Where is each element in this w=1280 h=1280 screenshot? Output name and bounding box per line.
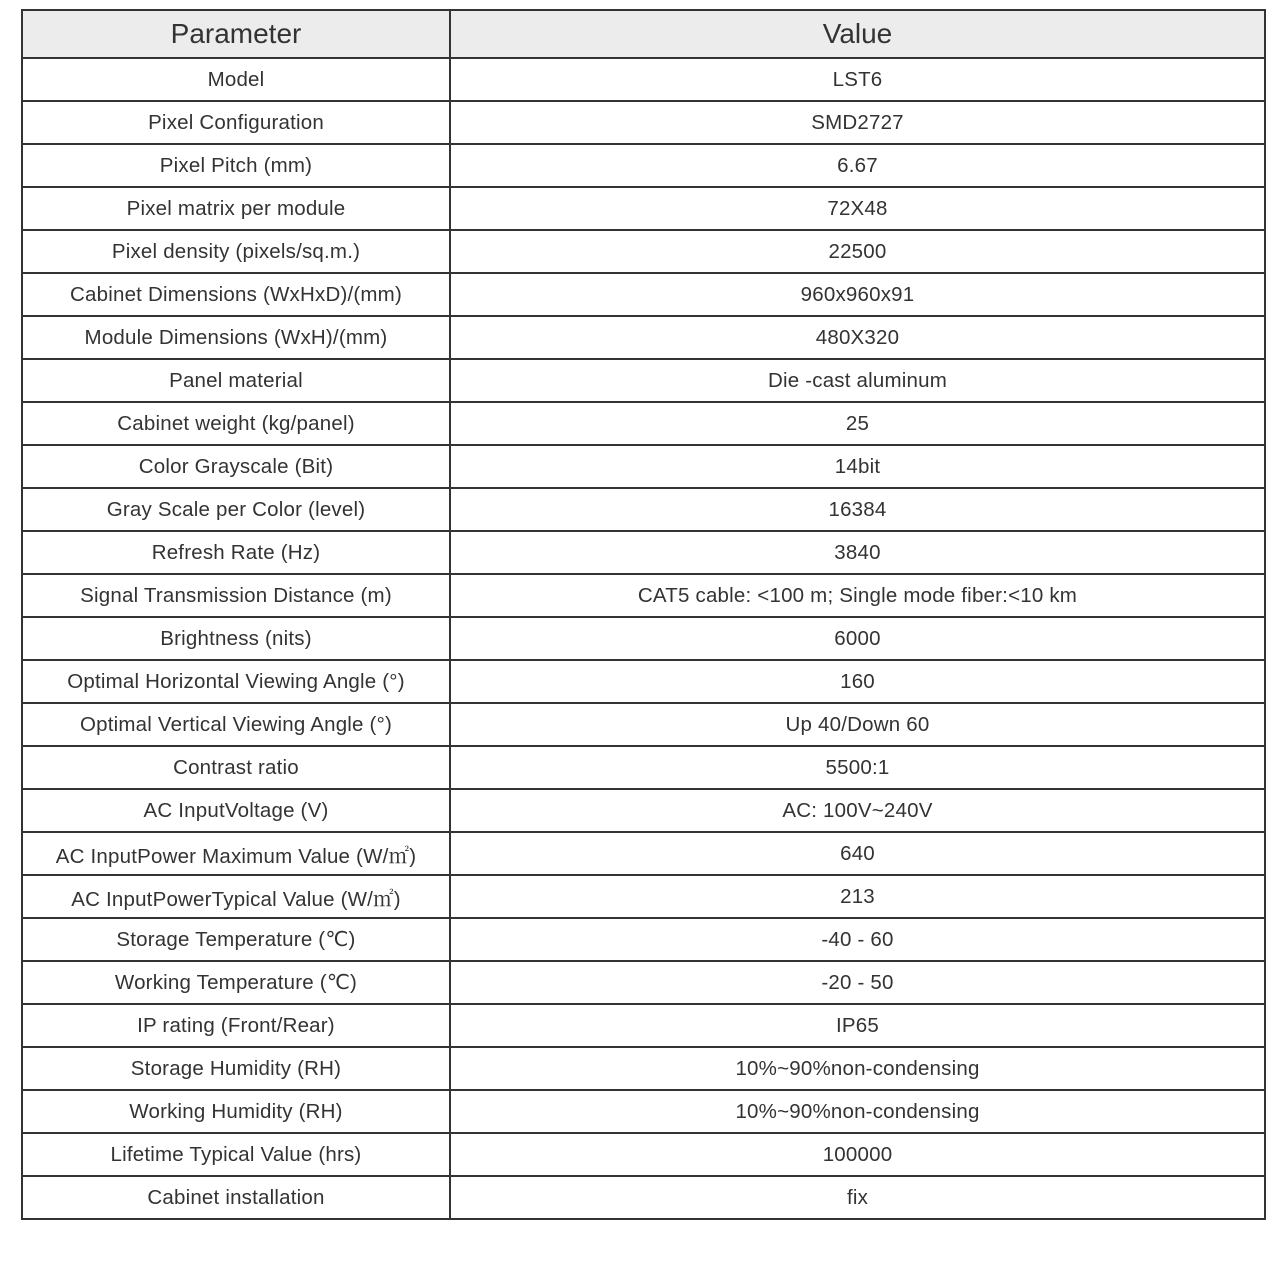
table-row <box>22 402 1265 445</box>
value-cell: 100000 <box>450 1133 1265 1176</box>
spec-table <box>21 9 1266 1220</box>
value-cell: SMD2727 <box>450 101 1265 144</box>
table-row <box>22 574 1265 617</box>
value-cell: Up 40/Down 60 <box>450 703 1265 746</box>
parameter-cell: Model <box>22 58 450 101</box>
value-cell: 16384 <box>450 488 1265 531</box>
parameter-cell: AC InputVoltage (V) <box>22 789 450 832</box>
value-cell: 5500:1 <box>450 746 1265 789</box>
parameter-cell: Brightness (nits) <box>22 617 450 660</box>
table-row <box>22 230 1265 273</box>
table-row <box>22 918 1265 961</box>
table-row <box>22 875 1265 918</box>
table-row <box>22 531 1265 574</box>
value-cell: AC: 100V~240V <box>450 789 1265 832</box>
value-cell: 72X48 <box>450 187 1265 230</box>
parameter-cell: Pixel Configuration <box>22 101 450 144</box>
table-row <box>22 703 1265 746</box>
parameter-cell: Working Temperature (℃) <box>22 961 450 1004</box>
value-cell: 6000 <box>450 617 1265 660</box>
table-header-row <box>22 10 1265 58</box>
value-cell: 14bit <box>450 445 1265 488</box>
value-cell: -40 - 60 <box>450 918 1265 961</box>
table-row <box>22 101 1265 144</box>
value-cell: 640 <box>450 832 1265 875</box>
value-cell: Die -cast aluminum <box>450 359 1265 402</box>
value-cell: 213 <box>450 875 1265 918</box>
table-row <box>22 58 1265 101</box>
value-cell: fix <box>450 1176 1265 1219</box>
value-cell: 6.67 <box>450 144 1265 187</box>
parameter-cell: Cabinet installation <box>22 1176 450 1219</box>
table-row <box>22 617 1265 660</box>
table-row <box>22 832 1265 875</box>
parameter-cell: AC InputPower Maximum Value (W/㎡) <box>22 832 450 875</box>
parameter-cell: Signal Transmission Distance (m) <box>22 574 450 617</box>
value-cell: 22500 <box>450 230 1265 273</box>
parameter-cell: Pixel matrix per module <box>22 187 450 230</box>
table-row <box>22 359 1265 402</box>
column-header-value: Value <box>450 10 1265 58</box>
value-cell: LST6 <box>450 58 1265 101</box>
table-row <box>22 273 1265 316</box>
parameter-cell: Color Grayscale (Bit) <box>22 445 450 488</box>
table-row <box>22 488 1265 531</box>
table-row <box>22 1047 1265 1090</box>
value-cell: 480X320 <box>450 316 1265 359</box>
parameter-cell: AC InputPowerTypical Value (W/㎡) <box>22 875 450 918</box>
value-cell: 960x960x91 <box>450 273 1265 316</box>
table-row <box>22 1176 1265 1219</box>
parameter-cell: IP rating (Front/Rear) <box>22 1004 450 1047</box>
parameter-cell: Contrast ratio <box>22 746 450 789</box>
parameter-cell: Optimal Horizontal Viewing Angle (°) <box>22 660 450 703</box>
parameter-cell: Gray Scale per Color (level) <box>22 488 450 531</box>
parameter-cell: Refresh Rate (Hz) <box>22 531 450 574</box>
value-cell: IP65 <box>450 1004 1265 1047</box>
table-row <box>22 961 1265 1004</box>
table-row <box>22 1133 1265 1176</box>
parameter-cell: Module Dimensions (WxH)/(mm) <box>22 316 450 359</box>
value-cell: 3840 <box>450 531 1265 574</box>
value-cell: CAT5 cable: <100 m; Single mode fiber:<10 km <box>450 574 1265 617</box>
table-body <box>22 58 1265 1219</box>
value-cell: 25 <box>450 402 1265 445</box>
value-cell: 160 <box>450 660 1265 703</box>
parameter-cell: Cabinet Dimensions (WxHxD)/(mm) <box>22 273 450 316</box>
column-header-parameter: Parameter <box>22 10 450 58</box>
parameter-cell: Storage Humidity (RH) <box>22 1047 450 1090</box>
table-row <box>22 144 1265 187</box>
value-cell: 10%~90%non-condensing <box>450 1047 1265 1090</box>
parameter-cell: Storage Temperature (℃) <box>22 918 450 961</box>
parameter-cell: Panel material <box>22 359 450 402</box>
parameter-cell: Working Humidity (RH) <box>22 1090 450 1133</box>
parameter-cell: Optimal Vertical Viewing Angle (°) <box>22 703 450 746</box>
table-row <box>22 1004 1265 1047</box>
value-cell: -20 - 50 <box>450 961 1265 1004</box>
parameter-cell: Lifetime Typical Value (hrs) <box>22 1133 450 1176</box>
table-row <box>22 660 1265 703</box>
table-row <box>22 445 1265 488</box>
parameter-cell: Pixel Pitch (mm) <box>22 144 450 187</box>
table-row <box>22 1090 1265 1133</box>
table-row <box>22 789 1265 832</box>
parameter-cell: Pixel density (pixels/sq.m.) <box>22 230 450 273</box>
table-row <box>22 316 1265 359</box>
table-row <box>22 187 1265 230</box>
table-row <box>22 746 1265 789</box>
value-cell: 10%~90%non-condensing <box>450 1090 1265 1133</box>
parameter-cell: Cabinet weight (kg/panel) <box>22 402 450 445</box>
